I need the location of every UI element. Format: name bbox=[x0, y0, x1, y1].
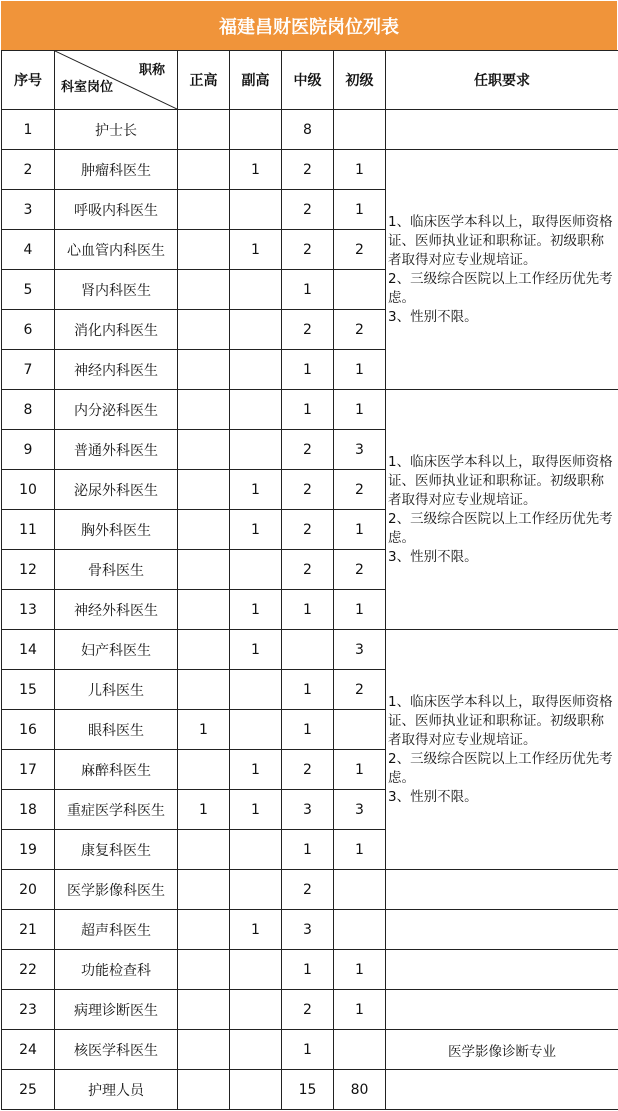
dept-cell: 消化内科医生 bbox=[55, 310, 178, 350]
middle-cell: 1 bbox=[282, 590, 334, 630]
senior-cell bbox=[178, 350, 230, 390]
dept-cell: 儿科医生 bbox=[55, 670, 178, 710]
senior-cell bbox=[178, 510, 230, 550]
seq-cell: 22 bbox=[2, 950, 55, 990]
senior-cell bbox=[178, 110, 230, 150]
requirements-cell bbox=[386, 150, 618, 390]
dept-cell: 护理人员 bbox=[55, 1070, 178, 1110]
seq-cell: 19 bbox=[2, 830, 55, 870]
junior-cell bbox=[334, 110, 386, 150]
seq-cell: 3 bbox=[2, 190, 55, 230]
vice-senior-cell: 1 bbox=[230, 510, 282, 550]
junior-cell bbox=[334, 270, 386, 310]
senior-cell bbox=[178, 270, 230, 310]
senior-cell bbox=[178, 830, 230, 870]
vice-senior-cell: 1 bbox=[230, 630, 282, 670]
junior-cell: 80 bbox=[334, 1070, 386, 1110]
dept-cell: 病理诊断医生 bbox=[55, 990, 178, 1030]
middle-cell: 1 bbox=[282, 1030, 334, 1070]
dept-cell: 肾内科医生 bbox=[55, 270, 178, 310]
seq-cell: 5 bbox=[2, 270, 55, 310]
table-row bbox=[2, 910, 618, 950]
seq-cell: 25 bbox=[2, 1070, 55, 1110]
requirement-line: 2、三级综合医院以上工作经历优先考虑。 bbox=[388, 270, 616, 308]
senior-cell bbox=[178, 750, 230, 790]
middle-cell: 1 bbox=[282, 670, 334, 710]
table-row bbox=[2, 630, 618, 670]
seq-cell: 13 bbox=[2, 590, 55, 630]
table-row bbox=[2, 1030, 618, 1070]
table-body bbox=[2, 110, 618, 1110]
junior-cell bbox=[334, 910, 386, 950]
junior-cell: 1 bbox=[334, 830, 386, 870]
middle-cell: 2 bbox=[282, 430, 334, 470]
middle-cell: 1 bbox=[282, 270, 334, 310]
junior-cell bbox=[334, 870, 386, 910]
middle-cell: 1 bbox=[282, 390, 334, 430]
senior-cell bbox=[178, 1030, 230, 1070]
junior-cell: 1 bbox=[334, 590, 386, 630]
middle-cell bbox=[282, 630, 334, 670]
dept-cell: 呼吸内科医生 bbox=[55, 190, 178, 230]
middle-cell: 2 bbox=[282, 750, 334, 790]
senior-cell bbox=[178, 550, 230, 590]
senior-cell bbox=[178, 670, 230, 710]
middle-cell: 2 bbox=[282, 310, 334, 350]
requirements-cell-empty bbox=[386, 110, 618, 150]
middle-cell: 8 bbox=[282, 110, 334, 150]
junior-cell: 1 bbox=[334, 510, 386, 550]
vice-senior-cell bbox=[230, 430, 282, 470]
requirements-cell bbox=[386, 390, 618, 630]
seq-cell: 23 bbox=[2, 990, 55, 1030]
header-junior: 初级 bbox=[334, 51, 386, 110]
senior-cell bbox=[178, 190, 230, 230]
junior-cell: 1 bbox=[334, 190, 386, 230]
table-row bbox=[2, 110, 618, 150]
requirements-cell-empty bbox=[386, 950, 618, 990]
vice-senior-cell: 1 bbox=[230, 590, 282, 630]
dept-cell: 心血管内科医生 bbox=[55, 230, 178, 270]
positions-table bbox=[1, 50, 618, 1110]
header-vice-senior: 副高 bbox=[230, 51, 282, 110]
header-middle: 中级 bbox=[282, 51, 334, 110]
senior-cell bbox=[178, 230, 230, 270]
requirements-cell-empty bbox=[386, 990, 618, 1030]
junior-cell: 1 bbox=[334, 390, 386, 430]
middle-cell: 15 bbox=[282, 1070, 334, 1110]
senior-cell bbox=[178, 430, 230, 470]
junior-cell: 2 bbox=[334, 470, 386, 510]
junior-cell: 1 bbox=[334, 990, 386, 1030]
seq-cell: 20 bbox=[2, 870, 55, 910]
vice-senior-cell bbox=[230, 390, 282, 430]
vice-senior-cell bbox=[230, 990, 282, 1030]
seq-cell: 16 bbox=[2, 710, 55, 750]
dept-cell: 胸外科医生 bbox=[55, 510, 178, 550]
junior-cell: 3 bbox=[334, 430, 386, 470]
middle-cell: 1 bbox=[282, 830, 334, 870]
dept-cell: 神经外科医生 bbox=[55, 590, 178, 630]
senior-cell bbox=[178, 390, 230, 430]
requirements-cell bbox=[386, 630, 618, 870]
senior-cell bbox=[178, 990, 230, 1030]
header-senior: 正高 bbox=[178, 51, 230, 110]
senior-cell bbox=[178, 870, 230, 910]
dept-cell: 康复科医生 bbox=[55, 830, 178, 870]
middle-cell: 1 bbox=[282, 350, 334, 390]
senior-cell bbox=[178, 150, 230, 190]
seq-cell: 15 bbox=[2, 670, 55, 710]
senior-cell bbox=[178, 1070, 230, 1110]
senior-cell bbox=[178, 950, 230, 990]
junior-cell: 3 bbox=[334, 790, 386, 830]
dept-cell: 泌尿外科医生 bbox=[55, 470, 178, 510]
requirements-note: 医学影像诊断专业 bbox=[386, 1030, 618, 1070]
dept-cell: 重症医学科医生 bbox=[55, 790, 178, 830]
vice-senior-cell bbox=[230, 870, 282, 910]
vice-senior-cell bbox=[230, 830, 282, 870]
table-row bbox=[2, 390, 618, 430]
vice-senior-cell bbox=[230, 550, 282, 590]
senior-cell: 1 bbox=[178, 790, 230, 830]
seq-cell: 24 bbox=[2, 1030, 55, 1070]
seq-cell: 18 bbox=[2, 790, 55, 830]
dept-cell: 普通外科医生 bbox=[55, 430, 178, 470]
vice-senior-cell bbox=[230, 950, 282, 990]
junior-cell: 1 bbox=[334, 750, 386, 790]
table-header-row bbox=[2, 51, 618, 110]
junior-cell bbox=[334, 710, 386, 750]
dept-cell: 医学影像科医生 bbox=[55, 870, 178, 910]
seq-cell: 1 bbox=[2, 110, 55, 150]
dept-cell: 核医学科医生 bbox=[55, 1030, 178, 1070]
senior-cell bbox=[178, 630, 230, 670]
vice-senior-cell: 1 bbox=[230, 750, 282, 790]
dept-cell: 内分泌科医生 bbox=[55, 390, 178, 430]
dept-cell: 超声科医生 bbox=[55, 910, 178, 950]
requirements-cell-empty bbox=[386, 870, 618, 910]
middle-cell: 2 bbox=[282, 190, 334, 230]
junior-cell: 2 bbox=[334, 310, 386, 350]
vice-senior-cell bbox=[230, 190, 282, 230]
dept-cell: 护士长 bbox=[55, 110, 178, 150]
table-row bbox=[2, 1070, 618, 1110]
vice-senior-cell: 1 bbox=[230, 910, 282, 950]
vice-senior-cell: 1 bbox=[230, 470, 282, 510]
seq-cell: 7 bbox=[2, 350, 55, 390]
junior-cell: 2 bbox=[334, 670, 386, 710]
requirement-line: 2、三级综合医院以上工作经历优先考虑。 bbox=[388, 510, 616, 548]
senior-cell: 1 bbox=[178, 710, 230, 750]
senior-cell bbox=[178, 910, 230, 950]
requirement-line: 1、临床医学本科以上，取得医师资格证、医师执业证和职称证。初级职称者取得对应专业规培证。 bbox=[388, 453, 616, 510]
junior-cell: 2 bbox=[334, 550, 386, 590]
vice-senior-cell bbox=[230, 110, 282, 150]
seq-cell: 8 bbox=[2, 390, 55, 430]
seq-cell: 6 bbox=[2, 310, 55, 350]
junior-cell: 2 bbox=[334, 230, 386, 270]
seq-cell: 10 bbox=[2, 470, 55, 510]
middle-cell: 2 bbox=[282, 470, 334, 510]
middle-cell: 2 bbox=[282, 550, 334, 590]
seq-cell: 21 bbox=[2, 910, 55, 950]
junior-cell: 1 bbox=[334, 950, 386, 990]
table-row bbox=[2, 870, 618, 910]
seq-cell: 12 bbox=[2, 550, 55, 590]
seq-cell: 14 bbox=[2, 630, 55, 670]
middle-cell: 2 bbox=[282, 150, 334, 190]
dept-cell: 妇产科医生 bbox=[55, 630, 178, 670]
junior-cell bbox=[334, 1030, 386, 1070]
vice-senior-cell bbox=[230, 310, 282, 350]
vice-senior-cell bbox=[230, 270, 282, 310]
vice-senior-cell bbox=[230, 1030, 282, 1070]
dept-cell: 神经内科医生 bbox=[55, 350, 178, 390]
middle-cell: 1 bbox=[282, 710, 334, 750]
dept-cell: 骨科医生 bbox=[55, 550, 178, 590]
vice-senior-cell: 1 bbox=[230, 230, 282, 270]
senior-cell bbox=[178, 590, 230, 630]
junior-cell: 1 bbox=[334, 350, 386, 390]
header-title-label: 职称 bbox=[139, 59, 165, 78]
requirement-line: 3、性别不限。 bbox=[388, 308, 616, 327]
dept-cell: 肿瘤科医生 bbox=[55, 150, 178, 190]
vice-senior-cell: 1 bbox=[230, 150, 282, 190]
dept-cell: 麻醉科医生 bbox=[55, 750, 178, 790]
page-title: 福建昌财医院岗位列表 bbox=[1, 1, 617, 50]
dept-cell: 功能检查科 bbox=[55, 950, 178, 990]
middle-cell: 3 bbox=[282, 790, 334, 830]
middle-cell: 3 bbox=[282, 910, 334, 950]
requirement-line: 3、性别不限。 bbox=[388, 788, 616, 807]
requirements-cell-empty bbox=[386, 1070, 618, 1110]
middle-cell: 2 bbox=[282, 870, 334, 910]
requirement-line: 1、临床医学本科以上，取得医师资格证、医师执业证和职称证。初级职称者取得对应专业规培证。 bbox=[388, 213, 616, 270]
middle-cell: 1 bbox=[282, 950, 334, 990]
header-requirements: 任职要求 bbox=[386, 51, 618, 110]
vice-senior-cell bbox=[230, 1070, 282, 1110]
requirement-line: 3、性别不限。 bbox=[388, 548, 616, 567]
junior-cell: 1 bbox=[334, 150, 386, 190]
seq-cell: 2 bbox=[2, 150, 55, 190]
seq-cell: 11 bbox=[2, 510, 55, 550]
requirements-cell-empty bbox=[386, 910, 618, 950]
requirement-line: 2、三级综合医院以上工作经历优先考虑。 bbox=[388, 750, 616, 788]
header-diagonal-cell bbox=[55, 51, 178, 110]
vice-senior-cell bbox=[230, 670, 282, 710]
seq-cell: 4 bbox=[2, 230, 55, 270]
table-row bbox=[2, 950, 618, 990]
junior-cell: 3 bbox=[334, 630, 386, 670]
vice-senior-cell bbox=[230, 710, 282, 750]
vice-senior-cell: 1 bbox=[230, 790, 282, 830]
middle-cell: 2 bbox=[282, 510, 334, 550]
requirement-line: 1、临床医学本科以上，取得医师资格证、医师执业证和职称证。初级职称者取得对应专业规培证。 bbox=[388, 693, 616, 750]
header-seq: 序号 bbox=[2, 51, 55, 110]
seq-cell: 17 bbox=[2, 750, 55, 790]
senior-cell bbox=[178, 470, 230, 510]
seq-cell: 9 bbox=[2, 430, 55, 470]
table-row bbox=[2, 150, 618, 190]
middle-cell: 2 bbox=[282, 230, 334, 270]
middle-cell: 2 bbox=[282, 990, 334, 1030]
dept-cell: 眼科医生 bbox=[55, 710, 178, 750]
senior-cell bbox=[178, 310, 230, 350]
header-dept-label: 科室岗位 bbox=[61, 76, 113, 95]
vice-senior-cell bbox=[230, 350, 282, 390]
table-row bbox=[2, 990, 618, 1030]
